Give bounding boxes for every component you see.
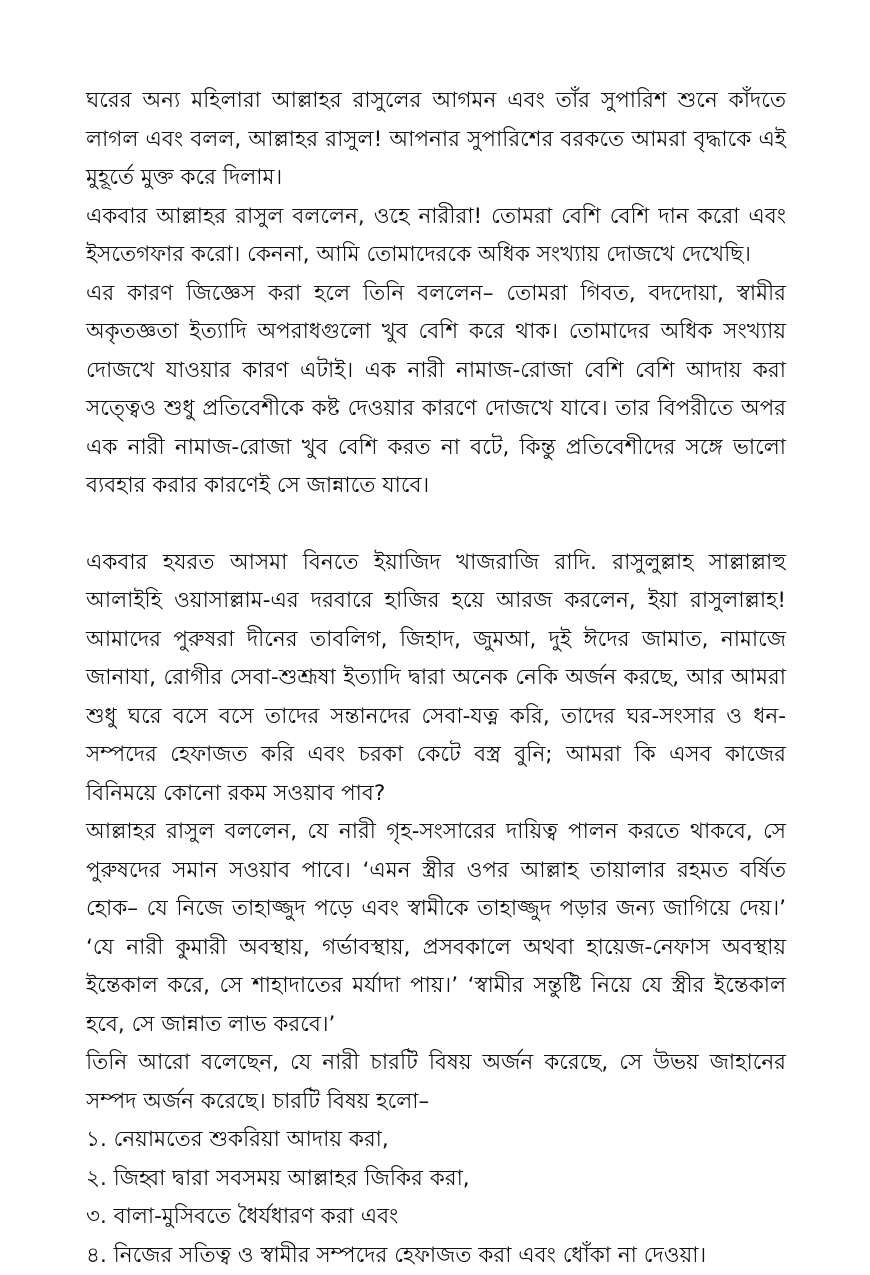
list-item: ১. নেয়ামতের শুকরিয়া আদায় করা, <box>86 1121 786 1160</box>
list-item: ৩. বালা-মুসিবতে ধৈর্যধারণ করা এবং <box>86 1198 786 1237</box>
paragraph-four-things-intro: তিনি আরো বলেছেন, যে নারী চারটি বিষয় অর্জন করেছে, সে উভয় জাহানের সম্পদ অর্জন করেছে। চারটি বিষয় হলো– <box>86 1044 786 1121</box>
paragraph-prophet-answer: আল্লাহর রাসুল বললেন, যে নারী গৃহ-সংসারের দায়িত্ব পালন করতে থাকবে, সে পুরুষদের সমান সওয়াব পাবে। ‘এমন স্ত্রীর ওপর আল্লাহ তায়ালার রহমত বর্ষিত হোক– যে নিজে তাহাজ্জুদ পড়ে এবং স্বামীকে তাহাজ্জুদ পড়ার জন্য জাগিয়ে দেয়।’ ‘যে নারী কুমারী অবস্থায়, গর্ভাবস্থায়, প্রসবকালে অথবা হায়েজ-নেফাস অবস্থায় ইন্তেকাল করে, সে শাহাদাতের মর্যাদা পায়।’ ‘স্বামীর সন্তুষ্টি নিয়ে যে স্ত্রীর ইন্তেকাল হবে, সে জান্নাত লাভ করবে।’ <box>86 813 786 1044</box>
paragraph-gap <box>86 506 786 544</box>
paragraph-women-release: ঘরের অন্য মহিলারা আল্লাহর রাসুলের আগমন এবং তাঁর সুপারিশ শুনে কাঁদতে লাগল এবং বলল, আল্লাহর রাসুল! আপনার সুপারিশের বরকতে আমরা বৃদ্ধাকে এই মুহূর্তে মুক্ত করে দিলাম। <box>86 82 786 198</box>
four-things-list <box>86 1121 786 1275</box>
paragraph-reason-explanation: এর কারণ জিজ্ঞেস করা হলে তিনি বললেন– তোমরা গিবত, বদদোয়া, স্বামীর অকৃতজ্ঞতা ইত্যাদি অপরাধগুলো খুব বেশি করে থাক। তোমাদের অধিক সংখ্যায় দোজখে যাওয়ার কারণ এটাই। এক নারী নামাজ-রোজা বেশি বেশি আদায় করা সত্ত্বেও শুধু প্রতিবেশীকে কষ্ট দেওয়ার কারণে দোজখে যাবে। তার বিপরীতে অপর এক নারী নামাজ-রোজা খুব বেশি করত না বটে, কিন্তু প্রতিবেশীদের সঙ্গে ভালো ব্যবহার করার কারণেই সে জান্নাতে যাবে। <box>86 275 786 506</box>
list-item: ২. জিহ্বা দ্বারা সবসময় আল্লাহর জিকির করা, <box>86 1160 786 1199</box>
list-item: ৪. নিজের সতিত্ব ও স্বামীর সম্পদের হেফাজত করা এবং ধোঁকা না দেওয়া। <box>86 1237 786 1275</box>
document-page <box>86 82 786 1275</box>
paragraph-charity-advice: একবার আল্লাহর রাসুল বললেন, ওহে নারীরা! তোমরা বেশি বেশি দান করো এবং ইসতেগফার করো। কেননা, আমি তোমাদেরকে অধিক সংখ্যায় দোজখে দেখেছি। <box>86 198 786 275</box>
paragraph-asma-question: একবার হযরত আসমা বিনতে ইয়াজিদ খাজরাজি রাদি. রাসুলুল্লাহ সাল্লাল্লাহু আলাইহি ওয়াসাল্লাম-এর দরবারে হাজির হয়ে আরজ করলেন, ইয়া রাসুলাল্লাহ! আমাদের পুরুষরা দীনের তাবলিগ, জিহাদ, জুমআ, দুই ঈদের জামাত, নামাজে জানাযা, রোগীর সেবা-শুশ্রূষা ইত্যাদি দ্বারা অনেক নেকি অর্জন করছে, আর আমরা শুধু ঘরে বসে বসে তাদের সন্তানদের সেবা-যত্ন করি, তাদের ঘর-সংসার ও ধন-সম্পদের হেফাজত করি এবং চরকা কেটে বস্ত্র বুনি; আমরা কি এসব কাজের বিনিময়ে কোনো রকম সওয়াব পাব? <box>86 544 786 814</box>
